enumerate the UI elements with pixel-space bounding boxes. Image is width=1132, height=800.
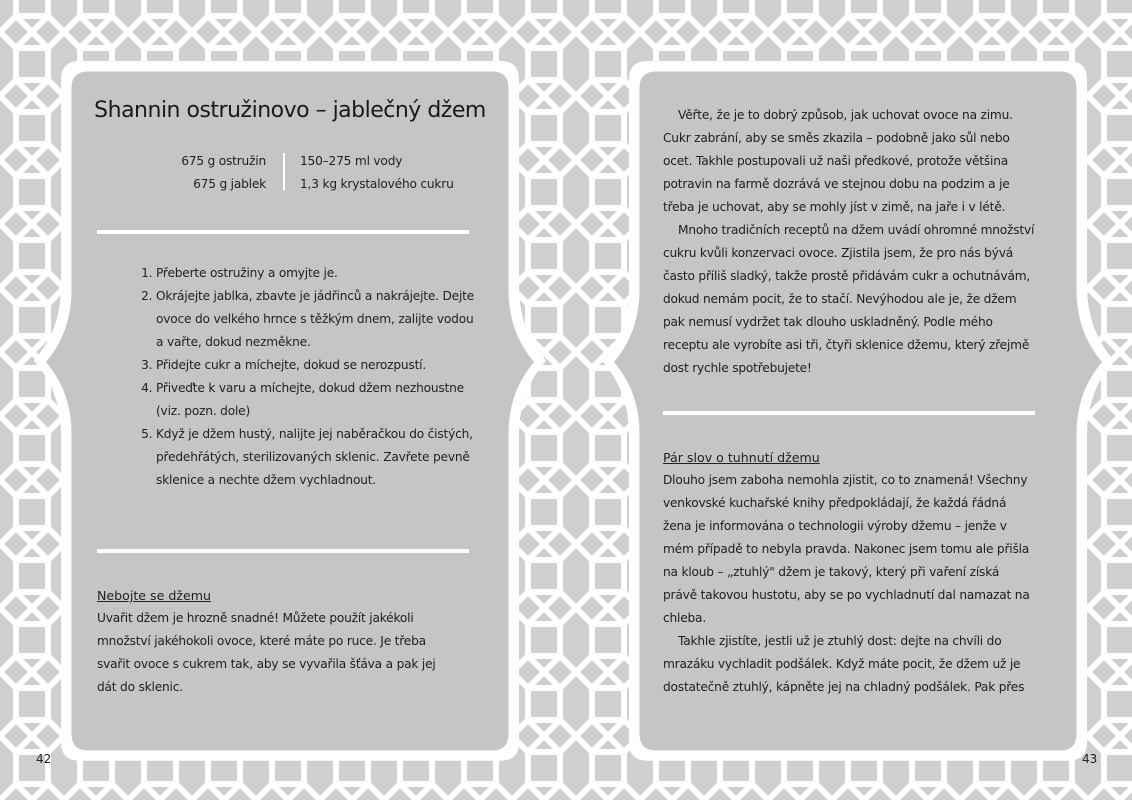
paragraph: Věřte, že je to dobrý způsob, jak uchovat ovoce na zimu. Cukr zabrání, aby se směs zkazila – podobně jako sůl nebo ocet. Takhle postupovali už naši předkové, protože většina potravin na farmě dozrává ve stejnou dobu na podzim a je třeba je uchovat, aby se mohly jíst v zimě, na jaře i v létě.	[663, 108, 1013, 214]
divider-rule	[97, 549, 469, 553]
paragraph: Mnoho tradičních receptů na džem uvádí ohromné množství cukru kvůli konzervaci ovoce. Zjistila jsem, že pro nás bývá často příliš sladký, takže prostě přidávám cukr a ochutnávám, dokud nemám pocit, že to stačí. Nevýhodou ale je, že džem pak nemusí vydržet tak dlouho uskladněný. Podle mého receptu ale vyrobíte asi tři, čtyři sklenice džemu, který zřejmě dost rychle spotřebujete!	[663, 223, 1035, 375]
paragraph: Takhle zjistíte, jestli už je ztuhlý dost: dejte na chvíli do mrazáku vychladit podšálek. Když máte pocit, že džem už je dostatečně ztuhlý, kápněte jej na chladný podšálek. Pak přes	[663, 634, 1025, 694]
step-item: 3. Přidejte cukr a míchejte, dokud se nerozpustí.	[156, 354, 476, 377]
ingredient-item: 150–275 ml vody	[300, 154, 403, 168]
recipe-title: Shannin ostružinovo – jablečný džem	[94, 98, 486, 123]
section-heading: Pár slov o tuhnutí džemu	[663, 450, 820, 465]
paragraph: Dlouho jsem zaboha nemohla zjistit, co to znamená! Všechny venkovské kuchařské knihy předpokládají, že každá řádná žena je informována o technologii výroby džemu – jenže v mém případě to nebyla pravda. Nakonec jsem tomu ale přišla na kloub – „ztuhlý" džem je takový, který při vaření získá právě takovou hustotu, aby se po vychladnutí dal namazat na chleba.	[663, 473, 1030, 625]
page-number-left: 42	[36, 752, 52, 766]
right-body-section	[663, 469, 1035, 699]
step-item: 2. Okrájejte jablka, zbavte je jádřinců a nakrájejte. Dejte ovoce do velkého hrnce s těžkým dnem, zalijte vodou a vařte, dokud nezměkne.	[156, 285, 476, 354]
ingredient-item: 675 g jablek	[193, 177, 266, 191]
page-number-right: 43	[1082, 752, 1098, 766]
note-text: Uvařit džem je hrozně snadné! Můžete použít jakékoli množství jakéhokoli ovoce, které máte po ruce. Je třeba svařit ovoce s cukrem tak, aby se vyvařila šťáva a pak jej dát do sklenic.	[97, 611, 436, 694]
ingredients-left	[150, 150, 266, 196]
ingredients-divider	[283, 153, 285, 190]
step-item: 5. Když je džem hustý, nalijte jej naběračkou do čistých, předehřátých, sterilizovaných sklenic. Zavřete pevně sklenice a nechte džem vychladnout.	[156, 423, 476, 492]
ingredients-right	[300, 150, 500, 196]
ingredient-item: 675 g ostružin	[181, 154, 266, 168]
divider-rule	[97, 230, 469, 234]
step-item: 1. Přeberte ostružiny a omyjte je.	[156, 262, 476, 285]
right-body-intro	[663, 104, 1035, 380]
method-steps	[114, 262, 476, 492]
ingredient-item: 1,3 kg krystalového cukru	[300, 177, 454, 191]
divider-rule	[663, 411, 1035, 415]
note-heading: Nebojte se džemu	[97, 588, 211, 603]
step-item: 4. Přiveďte k varu a míchejte, dokud džem nezhoustne (viz. pozn. dole)	[156, 377, 476, 423]
